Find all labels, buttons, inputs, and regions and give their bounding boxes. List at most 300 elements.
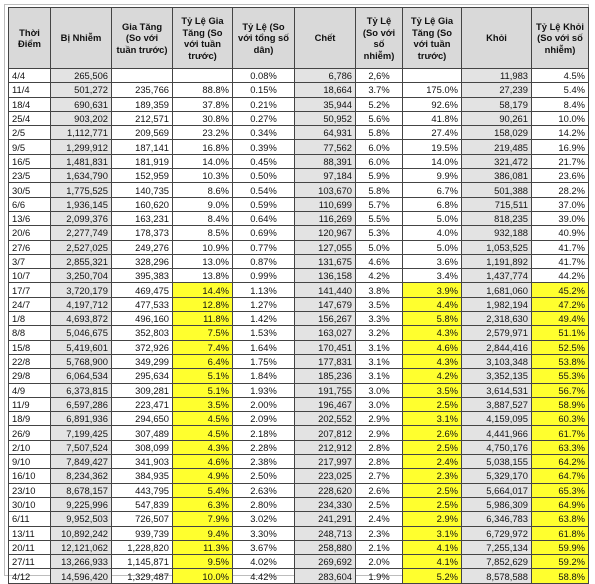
table-row bbox=[9, 197, 589, 211]
cell-population-rate: 2.50% bbox=[233, 469, 295, 483]
table-row bbox=[9, 226, 589, 240]
cell-death-rate: 3.0% bbox=[356, 397, 403, 411]
cell-date: 16/5 bbox=[9, 154, 51, 168]
cell-increase-rate: 8.6% bbox=[173, 183, 233, 197]
cell-deaths: 131,675 bbox=[295, 254, 356, 268]
cell-recovered: 6,346,783 bbox=[462, 512, 532, 526]
table-row bbox=[9, 340, 589, 354]
cell-recovered: 3,887,527 bbox=[462, 397, 532, 411]
cell-population-rate: 0.59% bbox=[233, 197, 295, 211]
cell-death-increase-rate: 4.4% bbox=[403, 297, 462, 311]
cell-recovered: 158,029 bbox=[462, 126, 532, 140]
header-cell-deaths: Chết bbox=[295, 8, 356, 69]
cell-recovered: 2,844,416 bbox=[462, 340, 532, 354]
cell-infected: 2,855,321 bbox=[51, 254, 112, 268]
cell-recovery-rate: 45.2% bbox=[532, 283, 589, 297]
cell-date: 16/10 bbox=[9, 469, 51, 483]
cell-increase-rate: 7.4% bbox=[173, 340, 233, 354]
cell-recovered: 1,191,892 bbox=[462, 254, 532, 268]
cell-increase: 328,296 bbox=[112, 254, 173, 268]
cell-increase-rate: 12.8% bbox=[173, 297, 233, 311]
cell-recovery-rate: 4.5% bbox=[532, 69, 589, 83]
cell-death-increase-rate: 4.3% bbox=[403, 326, 462, 340]
cell-population-rate: 2.09% bbox=[233, 412, 295, 426]
cell-increase bbox=[112, 69, 173, 83]
table-row bbox=[9, 383, 589, 397]
cell-increase-rate: 6.3% bbox=[173, 497, 233, 511]
table-header bbox=[9, 8, 589, 69]
cell-increase-rate: 10.0% bbox=[173, 569, 233, 583]
cell-infected: 10,892,242 bbox=[51, 526, 112, 540]
cell-date: 30/10 bbox=[9, 497, 51, 511]
cell-infected: 6,373,815 bbox=[51, 383, 112, 397]
cell-recovered: 7,255,134 bbox=[462, 540, 532, 554]
cell-death-increase-rate: 4.2% bbox=[403, 369, 462, 383]
cell-recovery-rate: 51.1% bbox=[532, 326, 589, 340]
cell-death-increase-rate: 2.3% bbox=[403, 469, 462, 483]
cell-deaths: 147,679 bbox=[295, 297, 356, 311]
cell-death-rate: 5.2% bbox=[356, 97, 403, 111]
cell-recovery-rate: 59.9% bbox=[532, 540, 589, 554]
cell-increase: 1,145,871 bbox=[112, 555, 173, 569]
table-row bbox=[9, 512, 589, 526]
cell-date: 11/4 bbox=[9, 83, 51, 97]
cell-deaths: 258,880 bbox=[295, 540, 356, 554]
cell-increase-rate: 14.0% bbox=[173, 154, 233, 168]
cell-deaths: 50,952 bbox=[295, 111, 356, 125]
table-row bbox=[9, 69, 589, 83]
cell-infected: 2,099,376 bbox=[51, 211, 112, 225]
cell-increase-rate: 37.8% bbox=[173, 97, 233, 111]
cell-recovered: 90,261 bbox=[462, 111, 532, 125]
cell-population-rate: 1.64% bbox=[233, 340, 295, 354]
cell-deaths: 97,184 bbox=[295, 169, 356, 183]
cell-deaths: 6,786 bbox=[295, 69, 356, 83]
table-row bbox=[9, 312, 589, 326]
cell-population-rate: 1.93% bbox=[233, 383, 295, 397]
table-row bbox=[9, 140, 589, 154]
cell-infected: 6,597,286 bbox=[51, 397, 112, 411]
cell-recovery-rate: 37.0% bbox=[532, 197, 589, 211]
table-row bbox=[9, 412, 589, 426]
cell-increase: 294,650 bbox=[112, 412, 173, 426]
cell-infected: 1,936,145 bbox=[51, 197, 112, 211]
cell-recovered: 1,982,194 bbox=[462, 297, 532, 311]
table-row bbox=[9, 483, 589, 497]
cell-recovered: 3,103,348 bbox=[462, 354, 532, 368]
cell-recovered: 1,053,525 bbox=[462, 240, 532, 254]
cell-infected: 3,250,704 bbox=[51, 269, 112, 283]
cell-death-increase-rate: 3.1% bbox=[403, 526, 462, 540]
cell-deaths: 202,552 bbox=[295, 412, 356, 426]
table-row bbox=[9, 369, 589, 383]
cell-death-increase-rate: 2.5% bbox=[403, 397, 462, 411]
cell-recovered: 4,750,176 bbox=[462, 440, 532, 454]
cell-death-rate: 4.6% bbox=[356, 254, 403, 268]
cell-recovery-rate: 63.3% bbox=[532, 440, 589, 454]
cell-death-rate: 2.8% bbox=[356, 440, 403, 454]
cell-recovered: 6,729,972 bbox=[462, 526, 532, 540]
cell-deaths: 241,291 bbox=[295, 512, 356, 526]
cell-death-rate: 3.1% bbox=[356, 354, 403, 368]
table-row bbox=[9, 297, 589, 311]
cell-population-rate: 0.50% bbox=[233, 169, 295, 183]
cell-deaths: 163,027 bbox=[295, 326, 356, 340]
cell-increase-rate: 7.9% bbox=[173, 512, 233, 526]
cell-death-rate: 2.0% bbox=[356, 555, 403, 569]
cell-increase-rate: 11.3% bbox=[173, 540, 233, 554]
cell-date: 18/9 bbox=[9, 412, 51, 426]
cell-death-increase-rate: 9.9% bbox=[403, 169, 462, 183]
cell-population-rate: 2.18% bbox=[233, 426, 295, 440]
covid-statistics-table bbox=[8, 7, 589, 584]
cell-date: 11/9 bbox=[9, 397, 51, 411]
cell-recovered: 5,038,155 bbox=[462, 455, 532, 469]
cell-increase-rate: 4.5% bbox=[173, 412, 233, 426]
cell-infected: 4,693,872 bbox=[51, 312, 112, 326]
table-row bbox=[9, 526, 589, 540]
cell-deaths: 127,055 bbox=[295, 240, 356, 254]
cell-death-increase-rate: 14.0% bbox=[403, 154, 462, 168]
cell-death-increase-rate: 5.2% bbox=[403, 569, 462, 583]
cell-deaths: 283,604 bbox=[295, 569, 356, 583]
header-row bbox=[9, 8, 589, 69]
cell-recovered: 932,188 bbox=[462, 226, 532, 240]
cell-death-increase-rate: 5.8% bbox=[403, 312, 462, 326]
cell-death-increase-rate: 3.6% bbox=[403, 254, 462, 268]
cell-death-increase-rate: 2.4% bbox=[403, 455, 462, 469]
cell-population-rate: 2.38% bbox=[233, 455, 295, 469]
cell-increase-rate: 9.0% bbox=[173, 197, 233, 211]
table-row bbox=[9, 111, 589, 125]
cell-increase: 395,383 bbox=[112, 269, 173, 283]
table-row bbox=[9, 455, 589, 469]
cell-deaths: 228,620 bbox=[295, 483, 356, 497]
cell-date: 27/6 bbox=[9, 240, 51, 254]
cell-increase-rate: 6.4% bbox=[173, 354, 233, 368]
cell-population-rate: 1.75% bbox=[233, 354, 295, 368]
cell-deaths: 223,025 bbox=[295, 469, 356, 483]
cell-recovery-rate: 41.7% bbox=[532, 254, 589, 268]
cell-death-rate: 2.8% bbox=[356, 455, 403, 469]
table-row bbox=[9, 555, 589, 569]
table-row bbox=[9, 183, 589, 197]
cell-recovered: 4,159,095 bbox=[462, 412, 532, 426]
cell-recovered: 5,329,170 bbox=[462, 469, 532, 483]
cell-increase: 352,803 bbox=[112, 326, 173, 340]
cell-recovery-rate: 61.8% bbox=[532, 526, 589, 540]
cell-recovery-rate: 5.4% bbox=[532, 83, 589, 97]
table-row bbox=[9, 283, 589, 297]
cell-date: 2/5 bbox=[9, 126, 51, 140]
cell-date: 27/11 bbox=[9, 555, 51, 569]
cell-population-rate: 1.53% bbox=[233, 326, 295, 340]
cell-recovery-rate: 16.9% bbox=[532, 140, 589, 154]
cell-death-increase-rate: 2.9% bbox=[403, 512, 462, 526]
cell-infected: 690,631 bbox=[51, 97, 112, 111]
cell-recovered: 321,472 bbox=[462, 154, 532, 168]
cell-population-rate: 4.42% bbox=[233, 569, 295, 583]
cell-increase-rate: 10.9% bbox=[173, 240, 233, 254]
cell-deaths: 136,158 bbox=[295, 269, 356, 283]
cell-recovery-rate: 41.7% bbox=[532, 240, 589, 254]
cell-infected: 1,481,831 bbox=[51, 154, 112, 168]
cell-population-rate: 4.02% bbox=[233, 555, 295, 569]
cell-increase-rate: 11.8% bbox=[173, 312, 233, 326]
cell-increase-rate: 5.4% bbox=[173, 483, 233, 497]
cell-infected: 9,952,503 bbox=[51, 512, 112, 526]
cell-increase: 496,160 bbox=[112, 312, 173, 326]
cell-deaths: 234,330 bbox=[295, 497, 356, 511]
cell-increase: 726,507 bbox=[112, 512, 173, 526]
cell-infected: 12,121,062 bbox=[51, 540, 112, 554]
cell-increase-rate: 9.5% bbox=[173, 555, 233, 569]
cell-recovery-rate: 64.9% bbox=[532, 497, 589, 511]
cell-death-rate: 6.0% bbox=[356, 154, 403, 168]
cell-recovered: 11,983 bbox=[462, 69, 532, 83]
cell-infected: 265,506 bbox=[51, 69, 112, 83]
cell-increase-rate: 7.5% bbox=[173, 326, 233, 340]
cell-increase-rate: 9.4% bbox=[173, 526, 233, 540]
cell-population-rate: 0.08% bbox=[233, 69, 295, 83]
cell-recovery-rate: 44.2% bbox=[532, 269, 589, 283]
cell-death-rate: 3.2% bbox=[356, 326, 403, 340]
cell-increase: 163,231 bbox=[112, 211, 173, 225]
cell-increase: 372,926 bbox=[112, 340, 173, 354]
cell-recovery-rate: 56.7% bbox=[532, 383, 589, 397]
header-cell-infected: Bị Nhiễm bbox=[51, 8, 112, 69]
cell-increase: 349,299 bbox=[112, 354, 173, 368]
cell-death-increase-rate: 4.3% bbox=[403, 354, 462, 368]
cell-infected: 3,720,179 bbox=[51, 283, 112, 297]
cell-recovery-rate: 28.2% bbox=[532, 183, 589, 197]
cell-death-increase-rate bbox=[403, 69, 462, 83]
cell-increase-rate: 13.0% bbox=[173, 254, 233, 268]
cell-deaths: 212,912 bbox=[295, 440, 356, 454]
cell-deaths: 88,391 bbox=[295, 154, 356, 168]
cell-recovered: 2,579,971 bbox=[462, 326, 532, 340]
cell-population-rate: 1.84% bbox=[233, 369, 295, 383]
cell-recovered: 5,664,017 bbox=[462, 483, 532, 497]
cell-recovery-rate: 59.2% bbox=[532, 555, 589, 569]
cell-recovered: 5,986,309 bbox=[462, 497, 532, 511]
cell-recovered: 58,179 bbox=[462, 97, 532, 111]
cell-increase: 308,099 bbox=[112, 440, 173, 454]
cell-increase: 223,471 bbox=[112, 397, 173, 411]
cell-increase: 235,766 bbox=[112, 83, 173, 97]
table-row bbox=[9, 126, 589, 140]
cell-population-rate: 0.87% bbox=[233, 254, 295, 268]
cell-deaths: 156,267 bbox=[295, 312, 356, 326]
cell-recovery-rate: 40.9% bbox=[532, 226, 589, 240]
cell-recovery-rate: 39.0% bbox=[532, 211, 589, 225]
cell-recovery-rate: 21.7% bbox=[532, 154, 589, 168]
cell-increase: 469,475 bbox=[112, 283, 173, 297]
cell-date: 20/6 bbox=[9, 226, 51, 240]
cell-date: 18/4 bbox=[9, 97, 51, 111]
cell-recovered: 219,485 bbox=[462, 140, 532, 154]
table-row bbox=[9, 169, 589, 183]
cell-increase: 212,571 bbox=[112, 111, 173, 125]
cell-increase-rate: 8.5% bbox=[173, 226, 233, 240]
cell-deaths: 18,664 bbox=[295, 83, 356, 97]
cell-recovered: 27,239 bbox=[462, 83, 532, 97]
cell-date: 25/4 bbox=[9, 111, 51, 125]
cell-death-increase-rate: 19.5% bbox=[403, 140, 462, 154]
cell-recovered: 501,388 bbox=[462, 183, 532, 197]
table-row bbox=[9, 397, 589, 411]
header-cell-recovery-rate: Tỷ Lệ Khỏi (So với số nhiễm) bbox=[532, 8, 589, 69]
cell-death-rate: 2.6% bbox=[356, 483, 403, 497]
cell-death-rate: 2,6% bbox=[356, 69, 403, 83]
cell-increase-rate: 10.3% bbox=[173, 169, 233, 183]
cell-date: 9/10 bbox=[9, 455, 51, 469]
cell-date: 6/6 bbox=[9, 197, 51, 211]
cell-increase-rate: 13.8% bbox=[173, 269, 233, 283]
cell-date: 22/8 bbox=[9, 354, 51, 368]
cell-infected: 9,225,996 bbox=[51, 497, 112, 511]
cell-death-rate: 3.7% bbox=[356, 83, 403, 97]
cell-population-rate: 0.99% bbox=[233, 269, 295, 283]
cell-death-rate: 2.1% bbox=[356, 540, 403, 554]
cell-population-rate: 0.77% bbox=[233, 240, 295, 254]
cell-increase: 341,903 bbox=[112, 455, 173, 469]
cell-date: 4/4 bbox=[9, 69, 51, 83]
cell-recovery-rate: 47.2% bbox=[532, 297, 589, 311]
cell-population-rate: 1.13% bbox=[233, 283, 295, 297]
cell-death-increase-rate: 27.4% bbox=[403, 126, 462, 140]
cell-recovery-rate: 58.8% bbox=[532, 569, 589, 583]
cell-deaths: 116,269 bbox=[295, 211, 356, 225]
cell-recovery-rate: 14.2% bbox=[532, 126, 589, 140]
cell-death-increase-rate: 6.8% bbox=[403, 197, 462, 211]
cell-deaths: 77,562 bbox=[295, 140, 356, 154]
cell-death-increase-rate: 4.1% bbox=[403, 540, 462, 554]
cell-infected: 1,634,790 bbox=[51, 169, 112, 183]
cell-death-increase-rate: 3.9% bbox=[403, 283, 462, 297]
cell-increase: 189,359 bbox=[112, 97, 173, 111]
cell-date: 15/8 bbox=[9, 340, 51, 354]
cell-date: 8/8 bbox=[9, 326, 51, 340]
cell-population-rate: 3.02% bbox=[233, 512, 295, 526]
table-row bbox=[9, 254, 589, 268]
cell-increase: 140,735 bbox=[112, 183, 173, 197]
cell-death-rate: 2.7% bbox=[356, 469, 403, 483]
cell-infected: 1,299,912 bbox=[51, 140, 112, 154]
table-row bbox=[9, 83, 589, 97]
cell-infected: 14,596,420 bbox=[51, 569, 112, 583]
cell-infected: 2,527,025 bbox=[51, 240, 112, 254]
cell-death-increase-rate: 2.6% bbox=[403, 426, 462, 440]
table-row bbox=[9, 497, 589, 511]
cell-recovery-rate: 49.4% bbox=[532, 312, 589, 326]
cell-deaths: 35,944 bbox=[295, 97, 356, 111]
cell-date: 30/5 bbox=[9, 183, 51, 197]
header-cell-increase-rate: Tỷ Lệ Gia Tăng (So với tuần trước) bbox=[173, 8, 233, 69]
cell-increase: 152,959 bbox=[112, 169, 173, 183]
cell-increase: 1,228,820 bbox=[112, 540, 173, 554]
cell-death-increase-rate: 6.7% bbox=[403, 183, 462, 197]
cell-recovered: 3,614,531 bbox=[462, 383, 532, 397]
cell-infected: 5,768,900 bbox=[51, 354, 112, 368]
cell-increase-rate: 5.1% bbox=[173, 369, 233, 383]
cell-death-rate: 2.9% bbox=[356, 412, 403, 426]
cell-population-rate: 3.67% bbox=[233, 540, 295, 554]
cell-population-rate: 1.42% bbox=[233, 312, 295, 326]
cell-increase: 181,919 bbox=[112, 154, 173, 168]
cell-date: 6/11 bbox=[9, 512, 51, 526]
cell-death-rate: 2.5% bbox=[356, 497, 403, 511]
cell-death-increase-rate: 4.6% bbox=[403, 340, 462, 354]
cell-date: 29/8 bbox=[9, 369, 51, 383]
cell-population-rate: 0.54% bbox=[233, 183, 295, 197]
cell-death-rate: 3.8% bbox=[356, 283, 403, 297]
cell-increase: 477,533 bbox=[112, 297, 173, 311]
cell-death-rate: 4.2% bbox=[356, 269, 403, 283]
cell-population-rate: 0.21% bbox=[233, 97, 295, 111]
cell-infected: 7,507,524 bbox=[51, 440, 112, 454]
cell-death-rate: 1.9% bbox=[356, 569, 403, 583]
cell-date: 10/7 bbox=[9, 269, 51, 283]
cell-increase-rate: 8.4% bbox=[173, 211, 233, 225]
cell-recovery-rate: 64.2% bbox=[532, 455, 589, 469]
table-row bbox=[9, 440, 589, 454]
cell-recovery-rate: 65.3% bbox=[532, 483, 589, 497]
table-row bbox=[9, 469, 589, 483]
cell-death-rate: 3.1% bbox=[356, 340, 403, 354]
cell-population-rate: 0.27% bbox=[233, 111, 295, 125]
cell-population-rate: 2.63% bbox=[233, 483, 295, 497]
cell-death-increase-rate: 3.1% bbox=[403, 412, 462, 426]
cell-infected: 2,277,749 bbox=[51, 226, 112, 240]
cell-death-rate: 3.5% bbox=[356, 297, 403, 311]
cell-recovery-rate: 60.3% bbox=[532, 412, 589, 426]
cell-increase: 443,795 bbox=[112, 483, 173, 497]
cell-increase: 307,489 bbox=[112, 426, 173, 440]
table-row bbox=[9, 154, 589, 168]
cell-death-increase-rate: 4.0% bbox=[403, 226, 462, 240]
cell-increase-rate: 16.8% bbox=[173, 140, 233, 154]
cell-death-rate: 3.0% bbox=[356, 383, 403, 397]
cell-deaths: 120,967 bbox=[295, 226, 356, 240]
cell-death-increase-rate: 5.0% bbox=[403, 211, 462, 225]
cell-increase: 295,634 bbox=[112, 369, 173, 383]
cell-recovered: 7,852,629 bbox=[462, 555, 532, 569]
header-cell-death-rate: Tỷ Lệ (So với số nhiễm) bbox=[356, 8, 403, 69]
cell-deaths: 248,713 bbox=[295, 526, 356, 540]
cell-increase-rate: 14.4% bbox=[173, 283, 233, 297]
table-row bbox=[9, 540, 589, 554]
cell-deaths: 141,440 bbox=[295, 283, 356, 297]
cell-increase: 209,569 bbox=[112, 126, 173, 140]
cell-deaths: 217,997 bbox=[295, 455, 356, 469]
cell-recovered: 818,235 bbox=[462, 211, 532, 225]
cell-recovered: 4,441,966 bbox=[462, 426, 532, 440]
cell-increase-rate: 3.5% bbox=[173, 397, 233, 411]
cell-recovery-rate: 64.7% bbox=[532, 469, 589, 483]
table-row bbox=[9, 426, 589, 440]
cell-death-rate: 3.1% bbox=[356, 369, 403, 383]
cell-population-rate: 0.15% bbox=[233, 83, 295, 97]
cell-date: 20/11 bbox=[9, 540, 51, 554]
cell-recovery-rate: 53.8% bbox=[532, 354, 589, 368]
cell-increase: 160,620 bbox=[112, 197, 173, 211]
cell-deaths: 103,670 bbox=[295, 183, 356, 197]
header-cell-date: Thời Điểm bbox=[9, 8, 51, 69]
cell-infected: 1,775,525 bbox=[51, 183, 112, 197]
cell-increase: 939,739 bbox=[112, 526, 173, 540]
cell-death-increase-rate: 5.0% bbox=[403, 240, 462, 254]
